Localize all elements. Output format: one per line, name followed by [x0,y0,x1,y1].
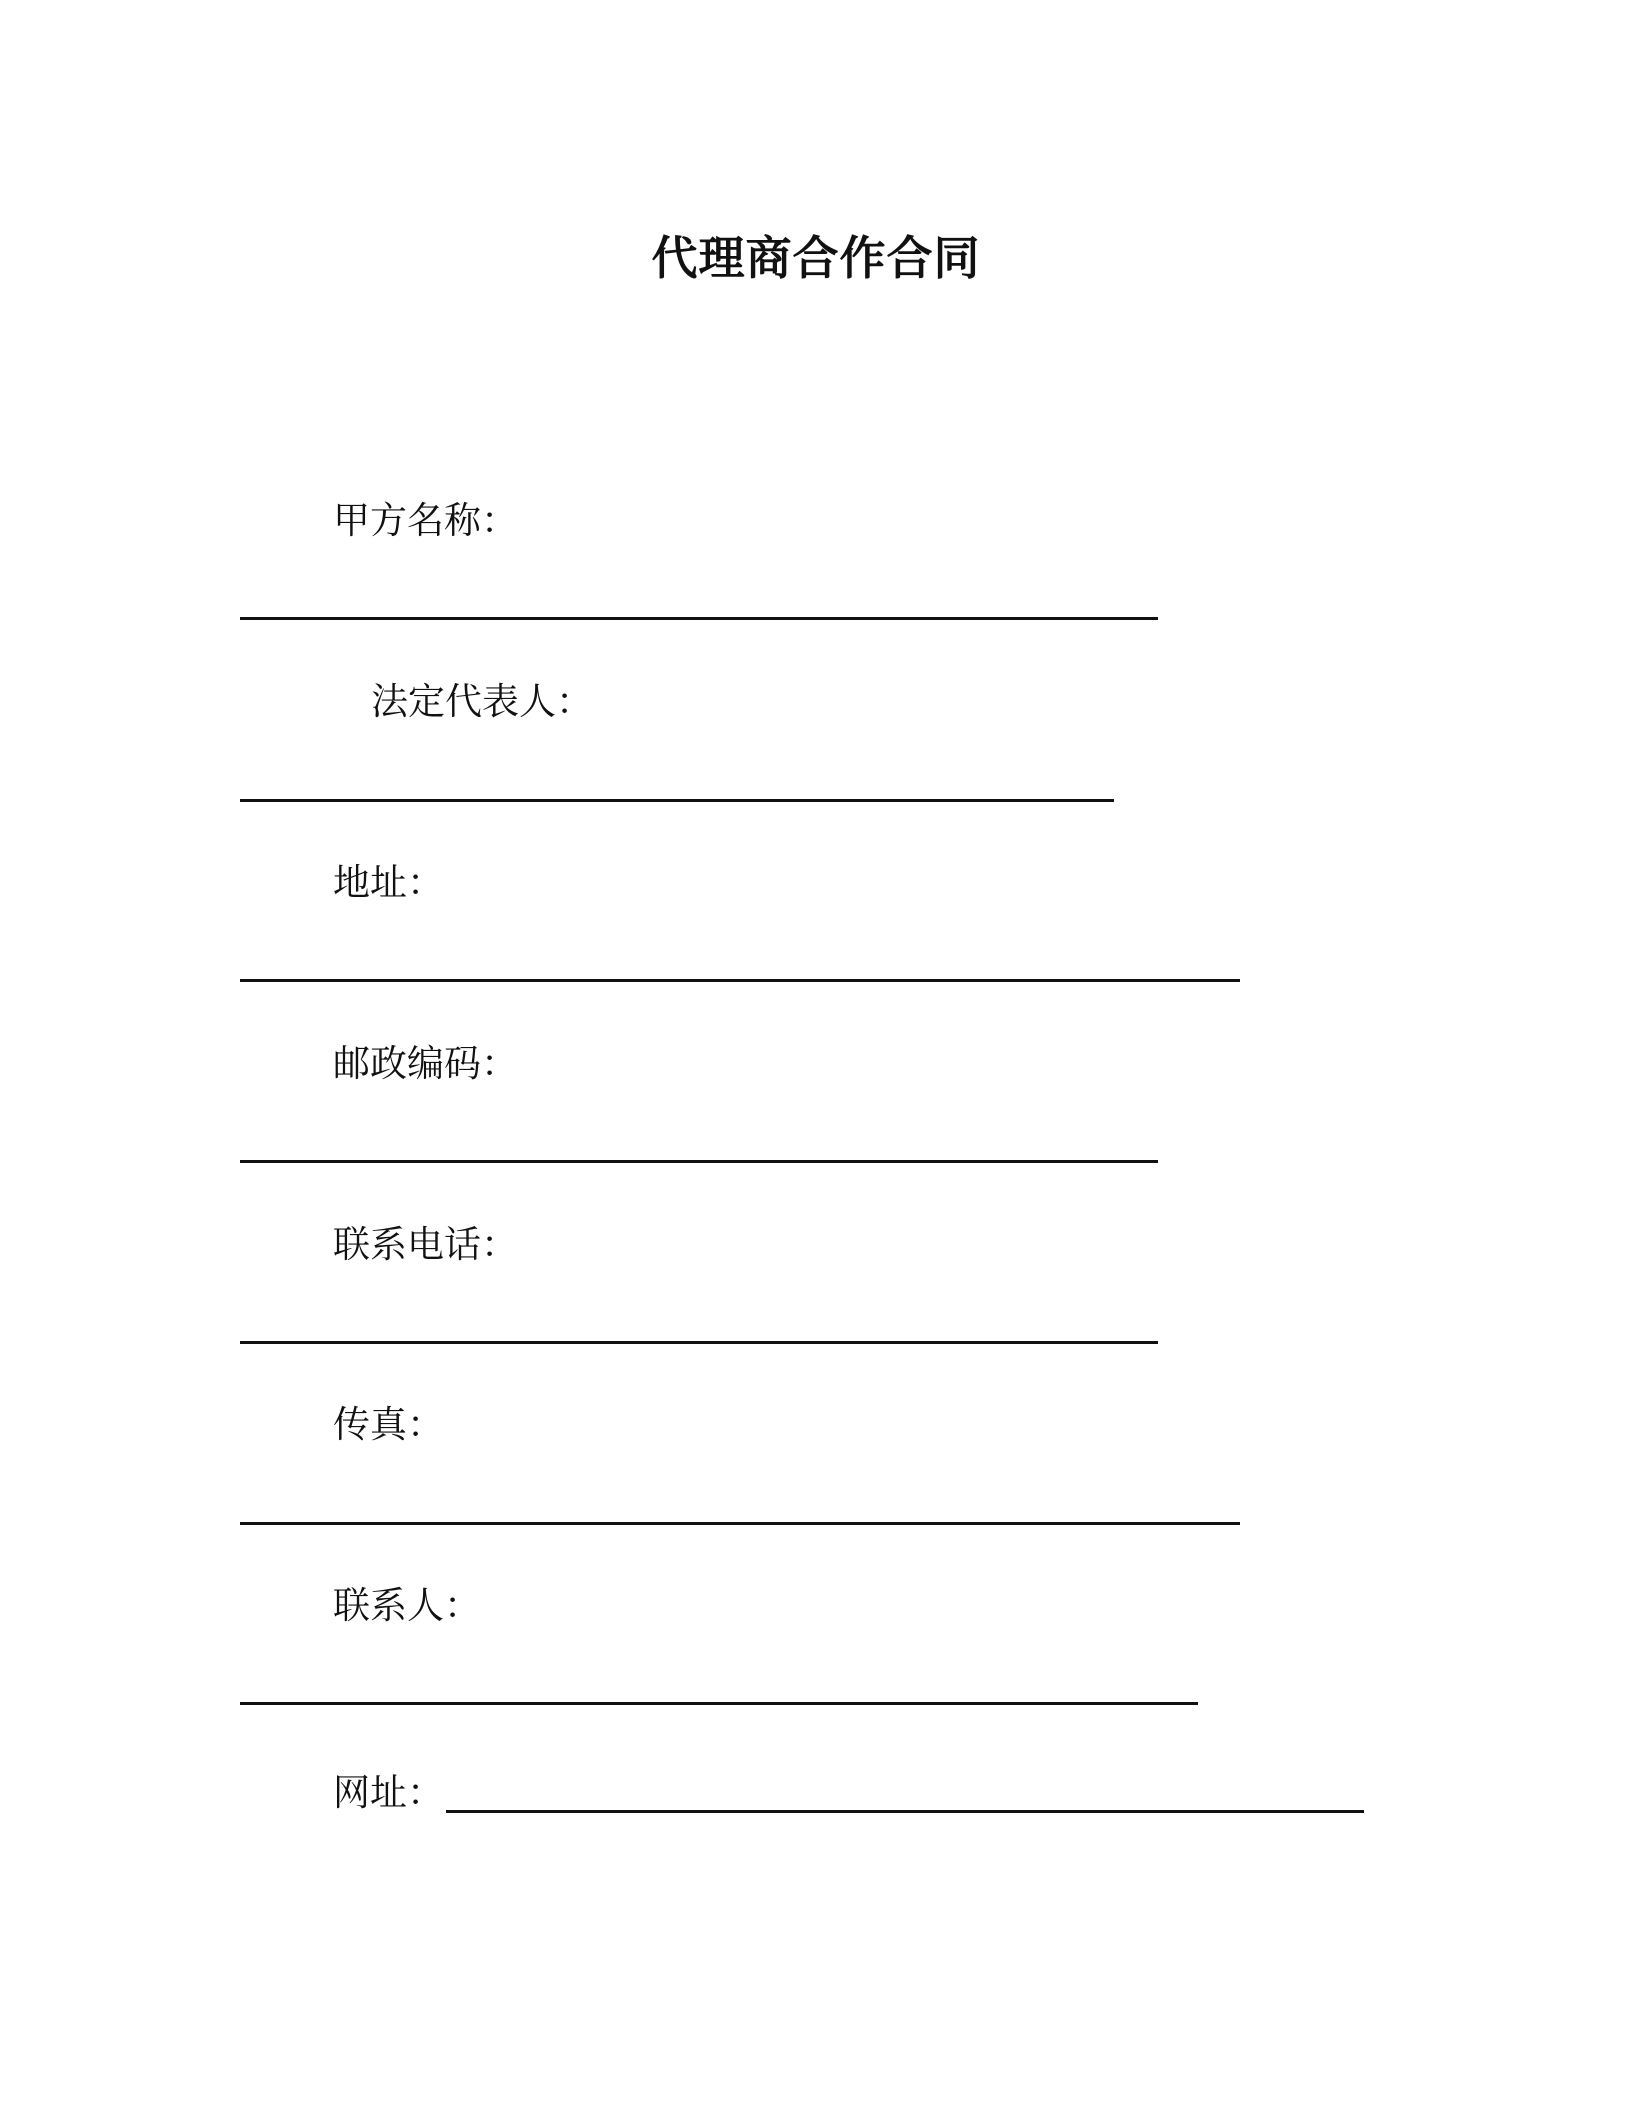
website-blank[interactable] [446,1810,1364,1813]
party-a-name-label: 甲方名称： [333,499,518,542]
phone-label: 联系电话： [333,1223,518,1266]
fax-label: 传真： [333,1403,444,1446]
phone-blank[interactable] [240,1341,1158,1344]
address-label: 地址： [333,861,444,904]
fax-blank[interactable] [240,1522,1240,1525]
postal-code-label: 邮政编码： [333,1042,518,1085]
postal-code-blank[interactable] [240,1160,1158,1163]
legal-representative-label: 法定代表人： [371,680,593,723]
party-a-name-blank[interactable] [240,617,1158,620]
document-title: 代理商合作合同 [651,231,981,285]
website-label: 网址： [333,1771,444,1814]
legal-representative-blank[interactable] [240,799,1114,802]
contact-person-label: 联系人： [333,1584,481,1627]
contact-person-blank[interactable] [240,1702,1198,1705]
address-blank[interactable] [240,979,1240,982]
